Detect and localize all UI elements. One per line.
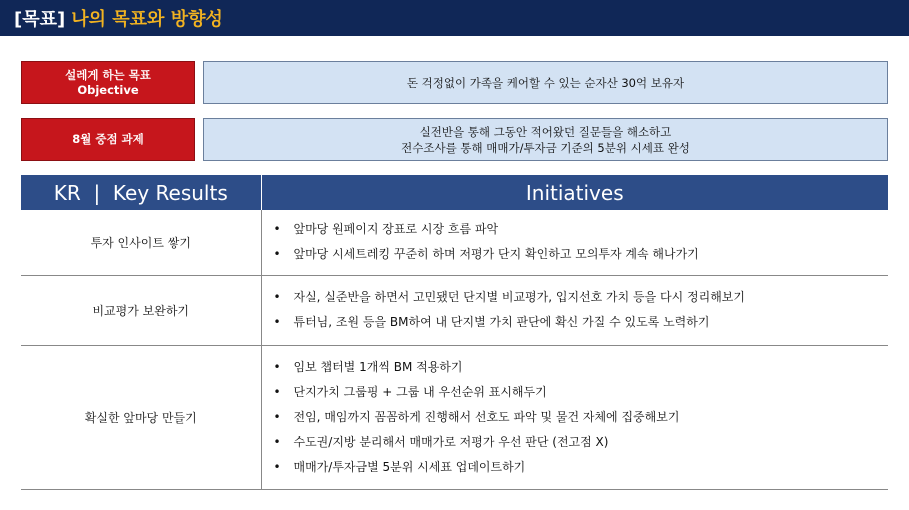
task-line1: 실전반을 통해 그동안 적어왔던 질문들을 해소하고: [419, 124, 672, 139]
header-kr: KR | Key Results: [21, 175, 261, 210]
kr-table: [21, 175, 888, 490]
objective-label-line1: 설레게 하는 목표: [65, 67, 151, 82]
initiatives-cell: [261, 275, 888, 345]
kr-cell: 투자 인사이트 쌓기: [21, 210, 261, 275]
objective-box: [203, 61, 888, 104]
objective-label: [21, 61, 195, 104]
task-label: [21, 118, 195, 161]
initiative-item: • 튜터님, 조원 등을 BM하여 내 단지별 가치 판단에 확신 가질 수 있도록 노력하기: [272, 310, 889, 335]
header-tag: [목표]: [14, 9, 66, 30]
initiative-item: • 임보 챕터별 1개씩 BM 적용하기: [272, 355, 889, 380]
initiative-item: • 전임, 매임까지 꼼꼼하게 진행해서 선호도 파악 및 물건 자체에 집중해보기: [272, 405, 889, 430]
table-header-row: [21, 175, 888, 210]
kr-cell: 비교평가 보완하기: [21, 275, 261, 345]
objective-text: 돈 걱정없이 가족을 케어할 수 있는 순자산 30억 보유자: [406, 75, 685, 90]
table-row: [21, 210, 888, 275]
initiative-item: • 앞마당 원페이지 장표로 시장 흐름 파악: [272, 217, 889, 242]
initiative-item: • 자실, 실준반을 하면서 고민됐던 단지별 비교평가, 입지선호 가치 등을 다시 정리해보기: [272, 285, 889, 310]
page-title: 나의 목표와 방향성: [71, 9, 223, 30]
task-box: [203, 118, 888, 161]
objective-label-line2: Objective: [77, 82, 139, 97]
initiatives-cell: [261, 345, 888, 489]
initiative-item: • 단지가치 그룹핑 + 그룹 내 우선순위 표시해두기: [272, 380, 889, 405]
task-line2: 전수조사를 통해 매매가/투자금 기준의 5분위 시세표 완성: [401, 140, 690, 155]
initiative-item: • 수도권/지방 분리해서 매매가로 저평가 우선 판단 (전고점 X): [272, 430, 889, 455]
initiatives-cell: [261, 210, 888, 275]
table-row: [21, 275, 888, 345]
initiative-item: • 매매가/투자금별 5분위 시세표 업데이트하기: [272, 455, 889, 480]
page-header: [0, 0, 909, 36]
initiative-item: • 앞마당 시세트레킹 꾸준히 하며 저평가 단지 확인하고 모의투자 계속 해나가기: [272, 242, 889, 267]
table-row: [21, 345, 888, 489]
kr-cell: 확실한 앞마당 만들기: [21, 345, 261, 489]
header-initiatives: Initiatives: [261, 175, 888, 210]
task-label-text: 8월 중점 과제: [72, 132, 144, 146]
